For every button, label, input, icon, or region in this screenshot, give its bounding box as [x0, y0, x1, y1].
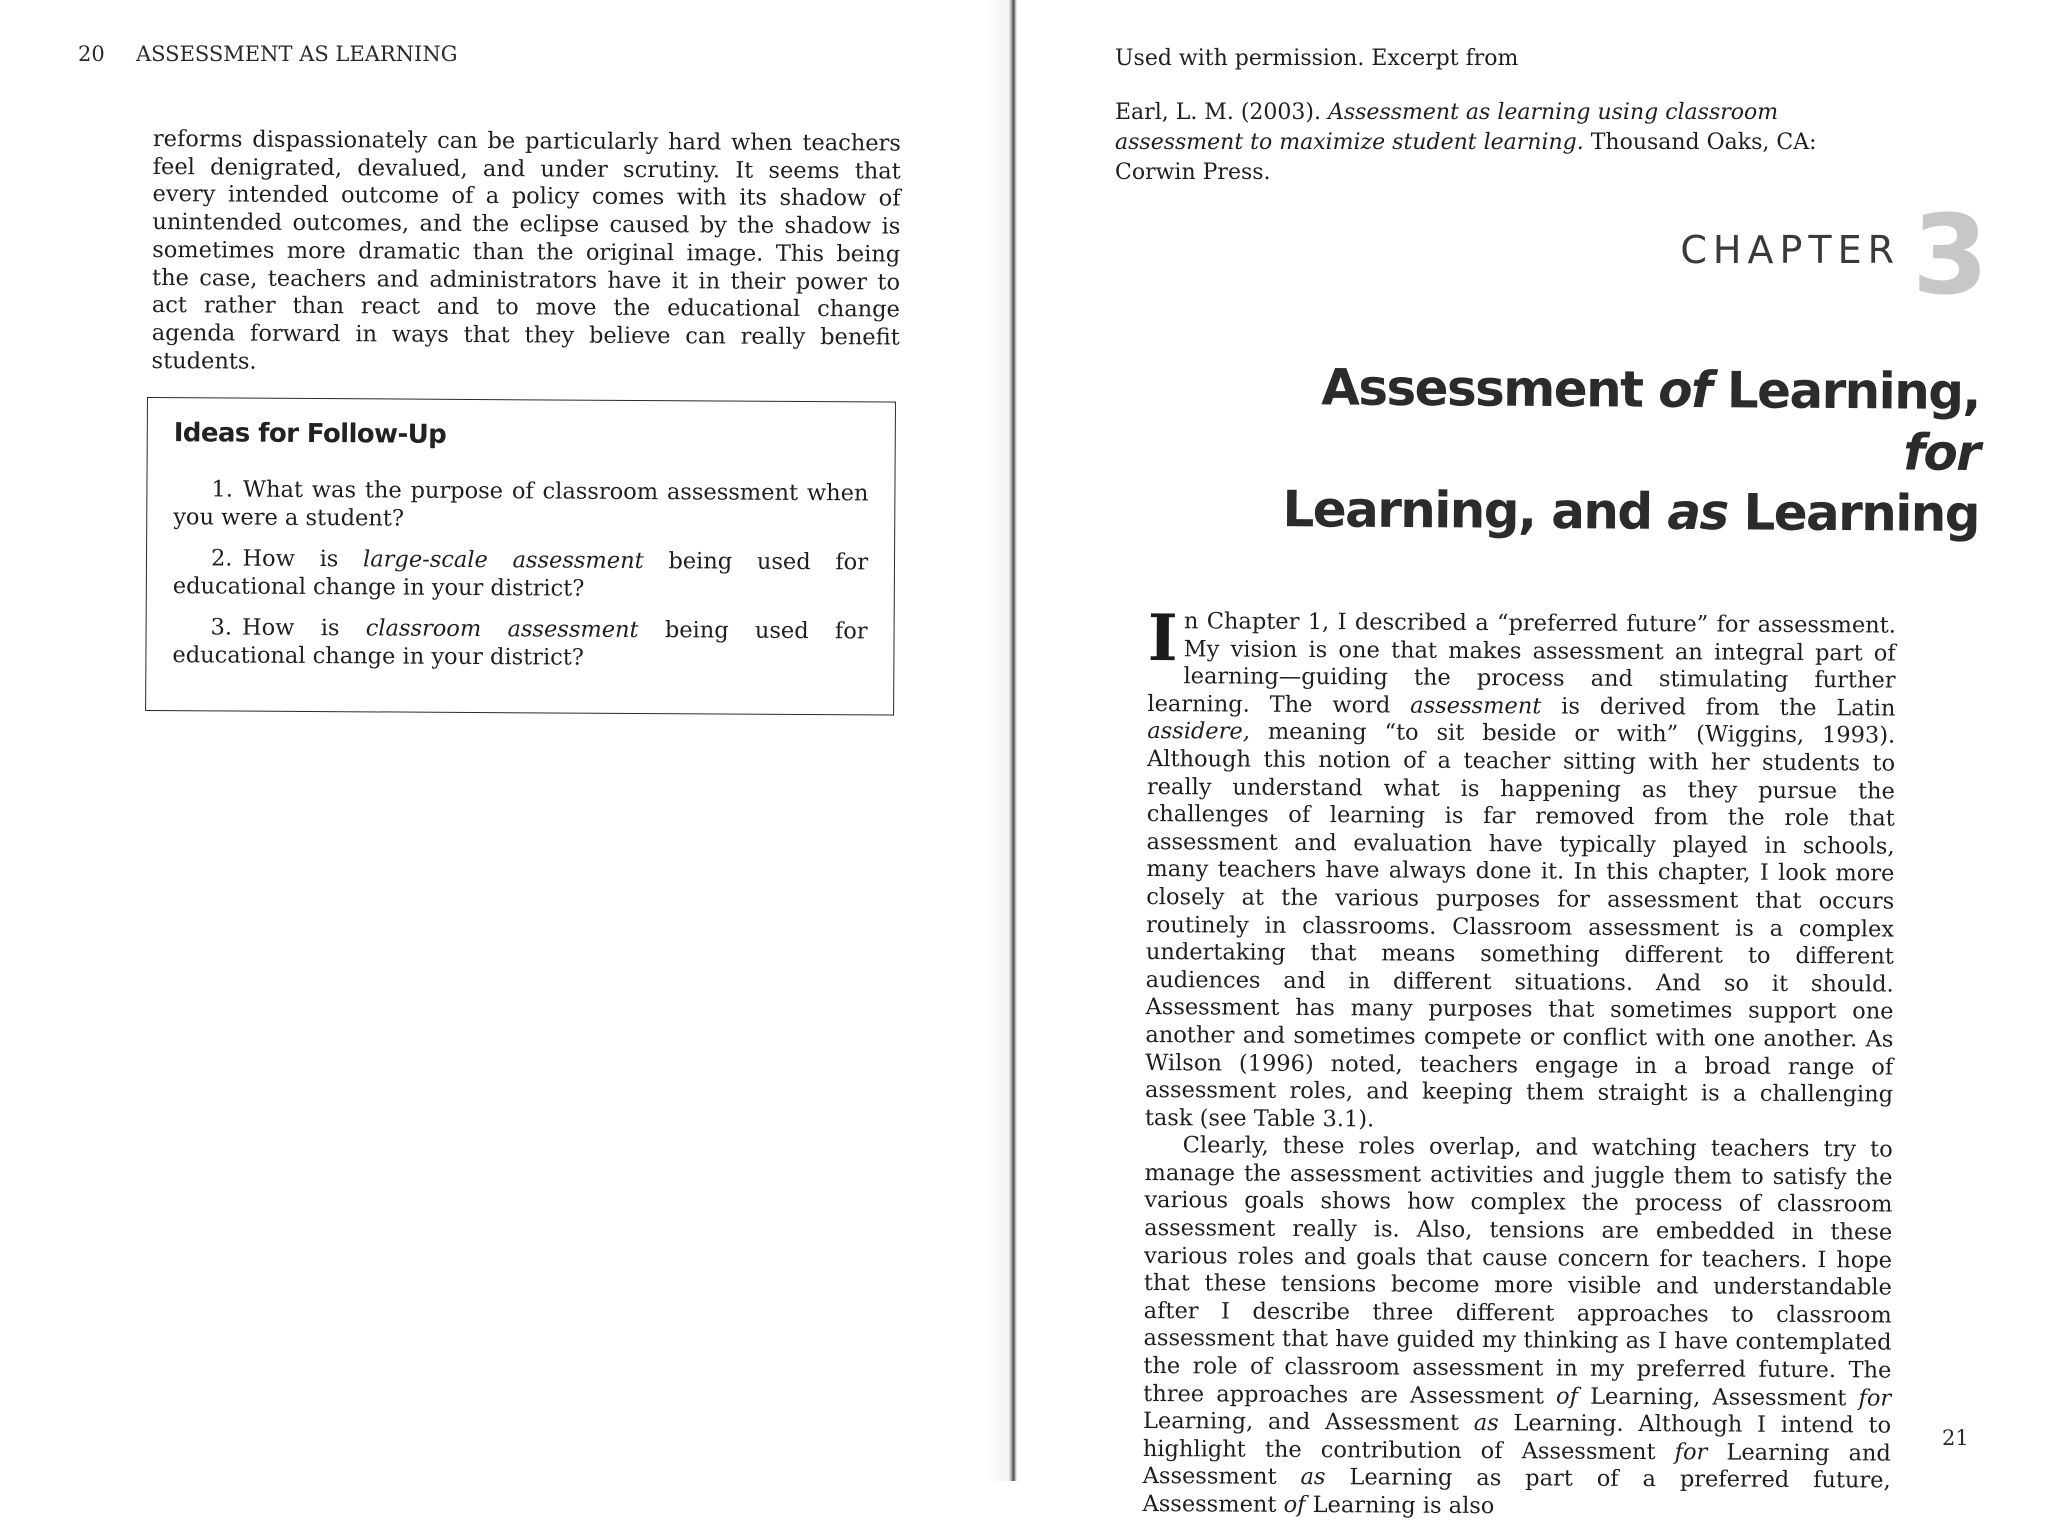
chapter-number: 3	[1912, 191, 1989, 319]
running-head-title: ASSESSMENT AS LEARNING	[136, 42, 458, 66]
paragraph-2	[1142, 1132, 1892, 1523]
paragraph-text: Learning as part of a preferred future, Assessment	[1142, 1464, 1891, 1518]
book-gutter	[1009, 0, 1017, 1481]
paragraph-emphasis: for	[1674, 1439, 1708, 1466]
paragraph-1	[1144, 601, 1896, 1137]
citation-publisher: Thousand Oaks, CA: Corwin Press.	[1115, 130, 1817, 185]
left-page-number: 20	[78, 42, 105, 66]
citation-title: Assessment as learning using classroom assessment to maximize student learning.	[1115, 100, 1779, 155]
paragraph-emphasis: of	[1283, 1491, 1306, 1518]
paragraph-emphasis: assidere,	[1147, 718, 1250, 745]
item-text: How is	[241, 614, 366, 642]
chapter-title-emphasis: for	[1903, 423, 1980, 482]
left-running-head	[78, 42, 458, 66]
chapter-label: CHAPTER	[1680, 228, 1900, 272]
item-text: being used for educational change in your district?	[172, 617, 868, 671]
item-number: 3.	[210, 614, 233, 641]
paragraph-emphasis: as	[1473, 1410, 1499, 1437]
citation-author: Earl, L. M. (2003).	[1115, 100, 1328, 125]
chapter-title-text: Assessment	[1321, 358, 1659, 419]
paragraph-emphasis: assessment	[1410, 692, 1542, 720]
item-text: being used for educational change in your district?	[172, 548, 869, 602]
chapter-title	[1239, 357, 1980, 545]
paragraph-emphasis: for	[1858, 1384, 1892, 1412]
paragraph-text: Clearly, these roles overlap, and watching teachers try to manage the assessment activities and juggle them to satisfy the various goals shows how complex the process of classroom assessment really is. Also, tensions are embedded in these various roles and goals that cause concern for teachers. I hope that these tensions become more visible and understandable after I describe three different approaches to classroom assessment that have guided my thinking as I have contemplated the role of classroom assessment in my preferred future. The three approaches are Assessment	[1143, 1132, 1893, 1410]
paragraph-text: Learning and Assessment	[1142, 1439, 1891, 1491]
paragraph-text: Learning. Although I intend to highlight the contribution of Assessment	[1142, 1410, 1892, 1466]
left-body-paragraph: reforms dispassionately can be particularly hard when teachers feel denigrated, devalued, and under scrutiny. It seems that every intended outcome of a policy comes with its shadow of unintended outcomes, and the eclipse caused by the shadow is sometimes more dramatic than the original image. This being the case, teachers and administrators have it in their power to act rather than react and to move the educational change agenda forward in ways that they believe can really benefit students.	[151, 126, 901, 375]
paragraph-text: Learning is also	[1305, 1491, 1495, 1520]
item-number: 2.	[210, 545, 233, 572]
permission-line: Used with permission. Excerpt from	[1115, 46, 1519, 71]
paragraph-text: Learning, and Assessment	[1142, 1408, 1474, 1437]
chapter-title-emphasis: as	[1667, 482, 1728, 542]
follow-up-item	[173, 545, 868, 604]
follow-up-item	[172, 614, 867, 673]
paragraph-emphasis: as	[1300, 1464, 1326, 1491]
chapter-title-text: Learning	[1727, 483, 1980, 543]
gutter-shadow	[985, 0, 1009, 1481]
item-emphasis: classroom assessment	[365, 615, 639, 644]
drop-cap: I	[1147, 601, 1178, 677]
item-text: What was the purpose of classroom assessment when you were a student?	[173, 476, 869, 532]
right-page-number: 21	[1942, 1426, 1969, 1450]
paragraph-emphasis: of	[1556, 1383, 1579, 1410]
right-body-text	[1142, 601, 1896, 1523]
item-text: How is	[242, 545, 364, 573]
chapter-title-text: Learning, and	[1282, 480, 1668, 541]
chapter-title-text: Learning,	[1710, 361, 1980, 421]
follow-up-title: Ideas for Follow-Up	[173, 418, 447, 450]
follow-up-box	[145, 397, 896, 716]
citation	[1115, 98, 1875, 188]
paragraph-text: is derived from the Latin	[1541, 693, 1896, 722]
item-number: 1.	[211, 476, 233, 503]
permission-note	[1115, 44, 1875, 188]
follow-up-item	[173, 476, 868, 535]
chapter-title-emphasis: of	[1657, 360, 1712, 420]
item-emphasis: large-scale assessment	[363, 546, 644, 575]
paragraph-text: meaning “to sit beside or with” (Wiggins, 1993). Although this notion of a teacher sitting with her students to really understand what is happening as they pursue the challenges of learning is far removed from the role that assessment and evaluation have typically played in schools, many teachers have always done it. In this chapter, I look more closely at the various purposes for assessment that occurs routinely in classrooms. Classroom assessment is a complex undertaking that means something different to different audiences and in different situations. And so it should. Assessment has many purposes that sometimes support one another and sometimes compete or conflict with one another. As Wilson (1996) noted, teachers engage in a broad range of assessment roles, and keeping them straight is a challenging task (see Table 3.1).	[1144, 719, 1896, 1133]
paragraph-text: Learning, Assessment	[1577, 1383, 1859, 1411]
paragraph-text: n Chapter 1, I described a “preferred future” for assessment. My vision is one that makes assessment an integral part of learning—guiding the process and stimulating further learning. The word	[1147, 608, 1896, 719]
